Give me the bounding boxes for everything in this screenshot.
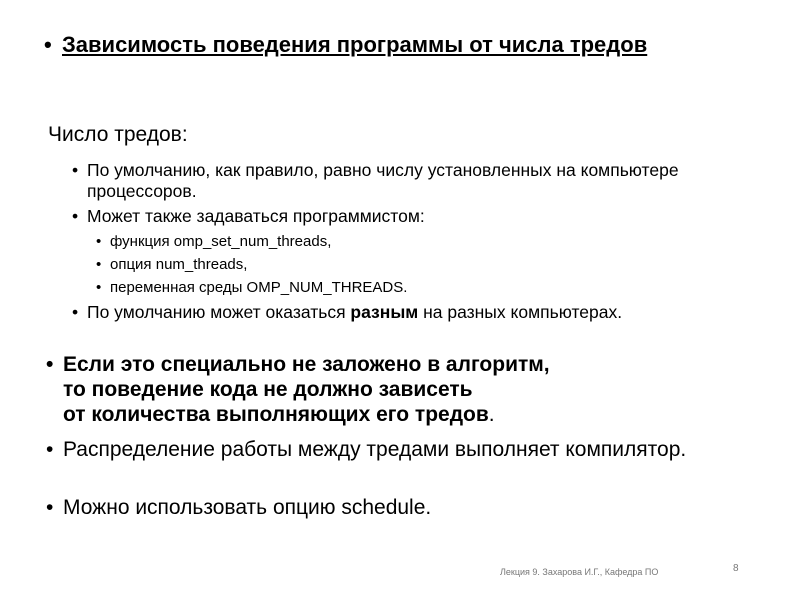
list-item (72, 206, 752, 227)
bullet: • (72, 302, 79, 322)
list-item (96, 278, 696, 298)
item-different-post: на разных компьютерах. (418, 302, 623, 322)
list-item (96, 255, 696, 275)
algo-line-3: от количества выполняющих его тредов (63, 403, 489, 426)
main-point-schedule (46, 495, 766, 520)
bullet: • (72, 206, 79, 226)
algo-end: . (488, 403, 495, 426)
item-different-pre: По умолчанию может оказаться (87, 302, 351, 322)
subheading: Число тредов: (48, 123, 188, 146)
list-item (96, 232, 696, 252)
bullet: • (46, 496, 54, 519)
bullet: • (72, 160, 79, 180)
distribution-text: Распределение работы между тредами выполняет компилятор. (63, 438, 687, 461)
list-item (72, 302, 752, 323)
slide-title: Зависимость поведения программы от числа тредов (62, 32, 648, 57)
list-item (72, 160, 752, 202)
bullet: • (46, 438, 54, 461)
item-default-procs: По умолчанию, как правило, равно числу установленных на компьютере процессоров. (87, 160, 679, 201)
bullet: • (46, 353, 54, 376)
item-programmer: Может также задаваться программистом: (87, 206, 425, 226)
footer: Лекция 9. Захарова И.Г., Кафедра ПО (500, 567, 659, 577)
bullet: • (44, 32, 52, 57)
item-different (87, 302, 752, 323)
item-func: функция omp_set_num_threads, (110, 233, 332, 250)
main-point-distribution (46, 437, 766, 462)
main-point-algorithm (46, 352, 766, 427)
algo-line-2: то поведение кода не должно зависеть (63, 378, 473, 401)
algo-line-1: Если это специально не заложено в алгоритм, (63, 353, 550, 376)
item-option: опция num_threads, (110, 256, 248, 273)
page-number: 8 (733, 563, 739, 574)
title-row (44, 30, 744, 59)
schedule-text: Можно использовать опцию schedule. (63, 496, 432, 519)
bullet: • (96, 256, 102, 273)
item-different-bold: разным (350, 302, 419, 322)
item-env: переменная среды OMP_NUM_THREADS. (110, 279, 408, 296)
bullet: • (96, 279, 102, 296)
bullet: • (96, 233, 102, 250)
